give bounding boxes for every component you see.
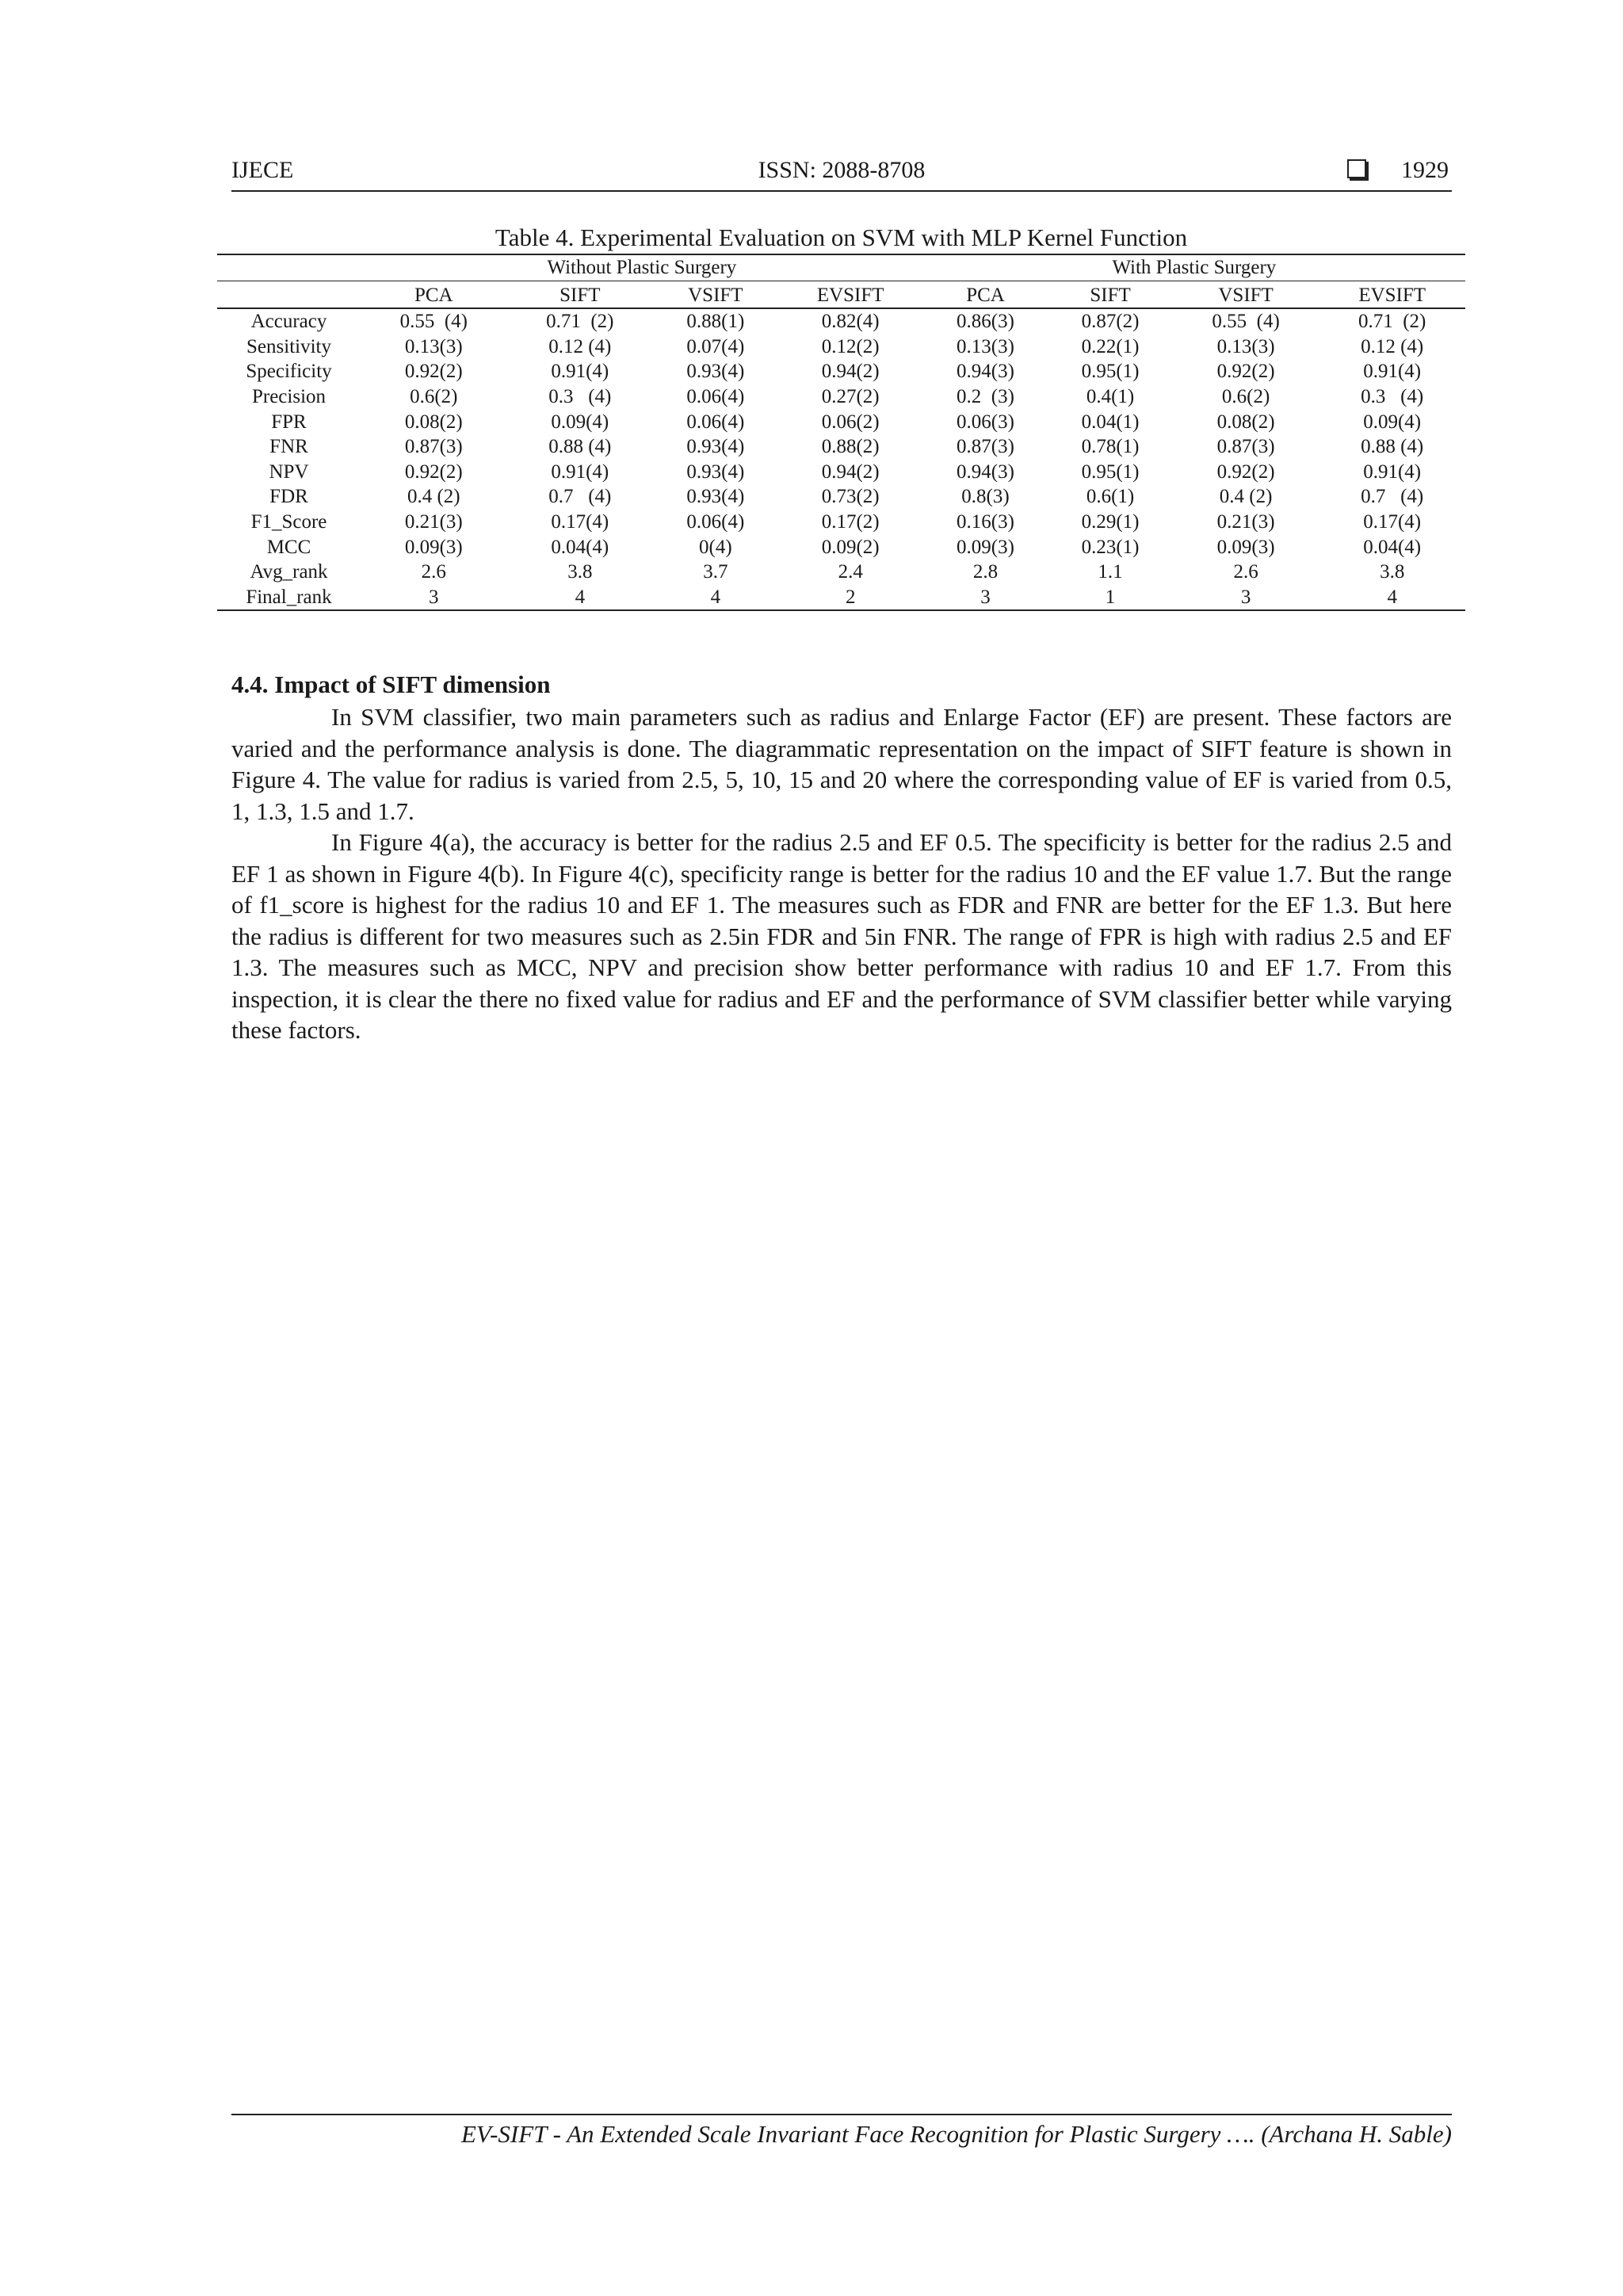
table-row — [217, 535, 1465, 560]
column-header: VSIFT — [1173, 281, 1319, 308]
table-cell: 0.71 (2) — [1358, 311, 1426, 333]
table-cell: 0.04(1) — [1081, 411, 1140, 433]
group-header-with-surgery: With Plastic Surgery — [923, 254, 1465, 281]
table-cell: 0.09(3) — [404, 536, 463, 558]
table-row — [217, 308, 1465, 334]
row-label: Final_rank — [217, 585, 361, 611]
table-row — [217, 359, 1465, 384]
table-cell: 0.23(1) — [1081, 536, 1140, 558]
column-header: PCA — [923, 281, 1048, 308]
table-row — [217, 334, 1465, 360]
table-cell: 0.06(4) — [686, 385, 745, 407]
results-table — [217, 254, 1465, 611]
table-cell: 0.07(4) — [686, 335, 745, 357]
table-cell: 0.88 (4) — [1361, 436, 1424, 458]
table-cell: 0.08(2) — [404, 411, 463, 433]
table-cell: 2.4 — [838, 561, 863, 583]
journal-name: IJECE — [231, 157, 294, 183]
table-cell: 0.93(4) — [686, 486, 745, 508]
table-caption: Table 4. Experimental Evaluation on SVM with MLP Kernel Function — [495, 223, 1188, 251]
row-label: F1_Score — [250, 510, 327, 533]
table-cell: 0.87(2) — [1081, 311, 1140, 333]
table-cell: 0.06(2) — [821, 411, 880, 433]
table-cell: 0.91(4) — [551, 460, 609, 483]
table-row — [217, 384, 1465, 410]
table-cell: 0.55 (4) — [1212, 311, 1280, 333]
table-cell: 0.88 (4) — [548, 436, 612, 458]
table-cell: 0.91(4) — [1363, 460, 1422, 483]
table-cell: 0.4 (2) — [1219, 486, 1273, 508]
table-corner-cell — [217, 281, 361, 308]
table-cell: 0.08(2) — [1216, 411, 1275, 433]
table-group-header-row — [217, 254, 1465, 281]
table-row — [217, 585, 1465, 611]
table-cell: 0.2 (3) — [957, 385, 1014, 407]
table-cell: 0.13(3) — [404, 335, 463, 357]
table-cell: 2.6 — [421, 561, 446, 583]
table-cell: 0.91(4) — [1363, 361, 1422, 383]
table-cell: 0.87(3) — [404, 436, 463, 458]
table-row — [217, 560, 1465, 585]
page-footer: EV-SIFT - An Extended Scale Invariant Face Recognition for Plastic Surgery …. (Archana H. Sable) — [231, 2114, 1452, 2149]
row-label: Specificity — [246, 361, 332, 383]
table-cell: 0.27(2) — [821, 385, 880, 407]
table-cell: 0.09(3) — [1216, 536, 1275, 558]
page-header — [231, 155, 1452, 192]
table-cell: 2 — [778, 585, 923, 611]
table-cell: 0.12 (4) — [548, 335, 612, 357]
table-cell: 0.8(3) — [961, 486, 1010, 508]
table-cell: 0.78(1) — [1081, 436, 1140, 458]
issn-number: ISSN: 2088-8708 — [758, 157, 926, 183]
body-paragraph: In SVM classifier, two main parameters such as radius and Enlarge Factor (EF) are present. These factors are varied and the performance analysis is done. The diagrammatic representation on the impact of SIFT feature is shown in Figure 4. The value for radius is varied from 2.5, 5, 10, 15 and 20 where the corresponding value of EF is varied from 0.5, 1, 1.3, 1.5 and 1.7. — [231, 703, 1452, 825]
table-cell: 0.3 (4) — [548, 385, 612, 407]
table-cell: 0.04(4) — [551, 536, 609, 558]
table-cell: 0.7 (4) — [1361, 486, 1424, 508]
table-cell: 0.12(2) — [821, 335, 880, 357]
table-cell: 0.91(4) — [551, 361, 609, 383]
column-header: EVSIFT — [778, 281, 923, 308]
column-header: SIFT — [507, 281, 654, 308]
row-label: FPR — [271, 411, 307, 433]
table-cell: 0.6(2) — [1221, 385, 1270, 407]
table-row — [217, 484, 1465, 510]
table-cell: 0.92(2) — [404, 361, 463, 383]
table-cell: 0.13(3) — [957, 335, 1014, 357]
table-cell: 0.06(4) — [686, 411, 745, 433]
body-paragraph: In Figure 4(a), the accuracy is better for the radius 2.5 and EF 0.5. The specificity is better for the radius 2.5 and EF 1 as shown in Figure 4(b). In Figure 4(c), specificity range is better for the radius 10 and the EF value 1.7. But the range of f1_score is highest for the radius 10 and EF 1. The measures such as FDR and FNR are better for the EF 1.3. But here the radius is different for two measures such as 2.5in FDR and 5in FNR. The range of FPR is high with radius 2.5 and EF 1.3. The measures such as MCC, NPV and precision show better performance with radius 10 and EF 1.7. From this inspection, it is clear the there no fixed value for radius and EF and the performance of SVM classifier better while varying these factors. — [231, 828, 1452, 1044]
table-cell: 0.88(2) — [821, 436, 880, 458]
group-header-without-surgery: Without Plastic Surgery — [361, 254, 923, 281]
table-cell: 0.82(4) — [821, 311, 880, 333]
table-cell: 0.94(3) — [957, 460, 1014, 483]
table-cell: 0.94(3) — [957, 361, 1014, 383]
table-cell: 3.7 — [703, 561, 728, 583]
table-cell: 0.13(3) — [1216, 335, 1275, 357]
table-body — [217, 308, 1465, 610]
column-header: SIFT — [1048, 281, 1173, 308]
row-label: FNR — [269, 436, 308, 458]
row-label: NPV — [269, 460, 309, 483]
table-row — [217, 410, 1465, 435]
table-cell: 0.6(1) — [1086, 486, 1135, 508]
table-cell: 3.8 — [567, 561, 593, 583]
table-cell: 0.93(4) — [686, 361, 745, 383]
table-cell: 3 — [923, 585, 1048, 611]
table-cell: 0.22(1) — [1081, 335, 1140, 357]
table-cell: 0.6(2) — [410, 385, 458, 407]
table-cell: 4 — [507, 585, 654, 611]
section-heading: 4.4. Impact of SIFT dimension — [231, 670, 551, 698]
table-cell: 0.71 (2) — [546, 311, 614, 333]
table-cell: 3 — [361, 585, 507, 611]
table-cell: 0.94(2) — [821, 460, 880, 483]
page-number: 1929 — [1401, 157, 1449, 183]
table-cell: 0.17(4) — [1363, 510, 1422, 533]
table-cell: 0.87(3) — [957, 436, 1014, 458]
table-cell: 4 — [1319, 585, 1465, 611]
table-cell: 2.6 — [1233, 561, 1258, 583]
table-corner-cell — [217, 254, 361, 281]
table-cell: 1.1 — [1098, 561, 1123, 583]
table-cell: 0.17(4) — [551, 510, 609, 533]
table-row — [217, 460, 1465, 485]
table-column-header-row — [217, 281, 1465, 308]
column-header: PCA — [361, 281, 507, 308]
table-cell: 0.04(4) — [1363, 536, 1422, 558]
table-cell: 0.88(1) — [686, 311, 745, 333]
table-cell: 0.29(1) — [1081, 510, 1140, 533]
table-cell: 0.55 (4) — [399, 311, 468, 333]
row-label: Precision — [251, 385, 327, 407]
row-label: FDR — [269, 486, 308, 508]
table-cell: 4 — [653, 585, 778, 611]
table-cell: 0.09(4) — [1363, 411, 1422, 433]
table-cell: 0.92(2) — [1216, 460, 1275, 483]
table-cell: 3 — [1173, 585, 1319, 611]
table-cell: 0.06(4) — [686, 510, 745, 533]
table-cell: 0.3 (4) — [1361, 385, 1424, 407]
table-cell: 0.06(3) — [957, 411, 1014, 433]
table-cell: 0.12 (4) — [1361, 335, 1424, 357]
table-cell: 0(4) — [699, 536, 732, 558]
column-header: VSIFT — [653, 281, 778, 308]
table-cell: 0.95(1) — [1081, 460, 1140, 483]
table-cell: 0.21(3) — [404, 510, 463, 533]
table-cell: 0.4(1) — [1086, 385, 1135, 407]
table-row — [217, 434, 1465, 460]
table-cell: 0.16(3) — [957, 510, 1014, 533]
table-cell: 0.86(3) — [957, 311, 1014, 333]
table-cell: 0.09(3) — [957, 536, 1014, 558]
row-label: Accuracy — [250, 311, 327, 333]
table-cell: 1 — [1048, 585, 1173, 611]
table-cell: 0.92(2) — [404, 460, 463, 483]
table-cell: 0.95(1) — [1081, 361, 1140, 383]
table-cell: 0.73(2) — [821, 486, 880, 508]
table-cell: 0.4 (2) — [407, 486, 460, 508]
table-cell: 0.17(2) — [821, 510, 880, 533]
table-cell: 3.8 — [1380, 561, 1405, 583]
row-label: MCC — [266, 536, 311, 558]
table-cell: 0.7 (4) — [548, 486, 612, 508]
table-cell: 0.92(2) — [1216, 361, 1275, 383]
table-cell: 2.8 — [972, 561, 999, 583]
checkbox-square-icon — [1347, 159, 1366, 178]
row-label: Avg_rank — [250, 561, 328, 583]
row-label: Sensitivity — [246, 335, 331, 357]
table-cell: 0.93(4) — [686, 460, 745, 483]
table-cell: 0.09(2) — [821, 536, 880, 558]
table-cell: 0.87(3) — [1216, 436, 1275, 458]
table-cell: 0.93(4) — [686, 436, 745, 458]
table-row — [217, 510, 1465, 535]
page-number-block — [1347, 157, 1449, 184]
table-cell: 0.21(3) — [1216, 510, 1275, 533]
table-cell: 0.09(4) — [551, 411, 609, 433]
table-cell: 0.94(2) — [821, 361, 880, 383]
column-header: EVSIFT — [1319, 281, 1465, 308]
